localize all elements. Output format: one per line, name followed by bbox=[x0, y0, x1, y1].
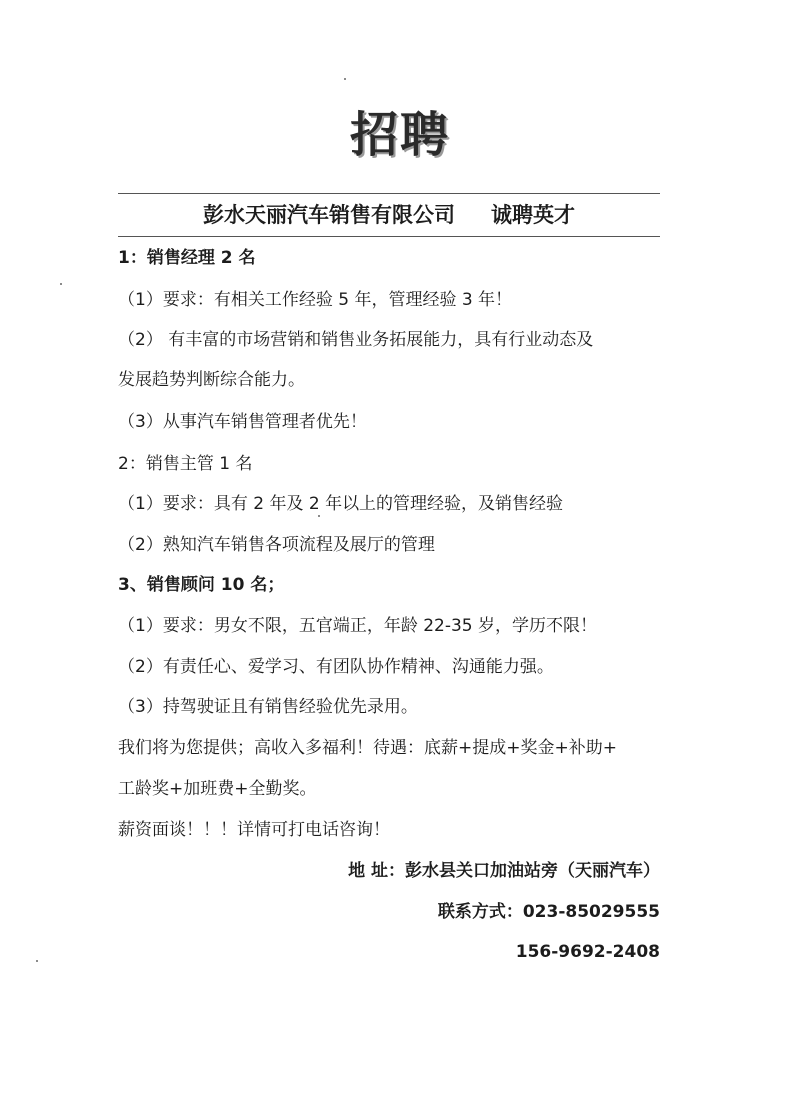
scan-speck bbox=[36, 960, 38, 962]
section-2-item-2: （2）熟知汽车销售各项流程及展厅的管理 bbox=[118, 535, 435, 555]
benefits-line-1: 我们将为您提供；高收入多福利！待遇：底薪+提成+奖金+补助+ bbox=[118, 738, 617, 758]
benefits-line-2: 工龄奖+加班费+全勤奖。 bbox=[118, 779, 317, 799]
section-3-item-1: （1）要求：男女不限，五官端正，年龄 22-35 岁，学历不限！ bbox=[118, 616, 598, 636]
section-3-item-3: （3）持驾驶证且有销售经验优先录用。 bbox=[118, 697, 418, 717]
section-3-item-2: （2）有责任心、爱学习、有团队协作精神、沟通能力强。 bbox=[118, 657, 554, 677]
section-1-item-2: （2） 有丰富的市场营销和销售业务拓展能力，具有行业动态及 bbox=[118, 330, 594, 350]
banner-slogan: 诚聘英才 bbox=[491, 203, 575, 227]
address-line: 地 址：彭水县关口加油站旁（天丽汽车） bbox=[348, 861, 660, 881]
salary-note: 薪资面谈！！！详情可打电话咨询！ bbox=[118, 820, 390, 840]
company-name: 彭水天丽汽车销售有限公司 bbox=[203, 203, 455, 227]
section-3-heading: 3、销售顾问 10 名； bbox=[118, 575, 285, 595]
contact-phone-2: 156-9692-2408 bbox=[515, 942, 660, 962]
section-1-item-2-cont: 发展趋势判断综合能力。 bbox=[118, 370, 305, 390]
scan-speck bbox=[60, 283, 62, 285]
scan-speck bbox=[344, 78, 346, 80]
company-banner bbox=[118, 199, 660, 229]
section-2-item-1: （1）要求：具有 2 年及 2 年以上的管理经验，及销售经验 bbox=[118, 494, 564, 514]
section-1-item-1: （1）要求：有相关工作经验 5 年，管理经验 3 年！ bbox=[118, 290, 513, 310]
section-1-item-3: （3）从事汽车销售管理者优先！ bbox=[118, 412, 367, 432]
page-title: 招聘 bbox=[349, 107, 450, 163]
contact-phone-1: 联系方式：023-85029555 bbox=[437, 902, 660, 922]
banner-bottom-rule bbox=[118, 236, 660, 237]
section-2-heading: 2：销售主管 1 名 bbox=[118, 454, 253, 474]
section-1-heading: 1：销售经理 2 名 bbox=[118, 248, 256, 268]
banner-top-rule bbox=[118, 193, 660, 194]
scan-speck bbox=[318, 515, 320, 517]
